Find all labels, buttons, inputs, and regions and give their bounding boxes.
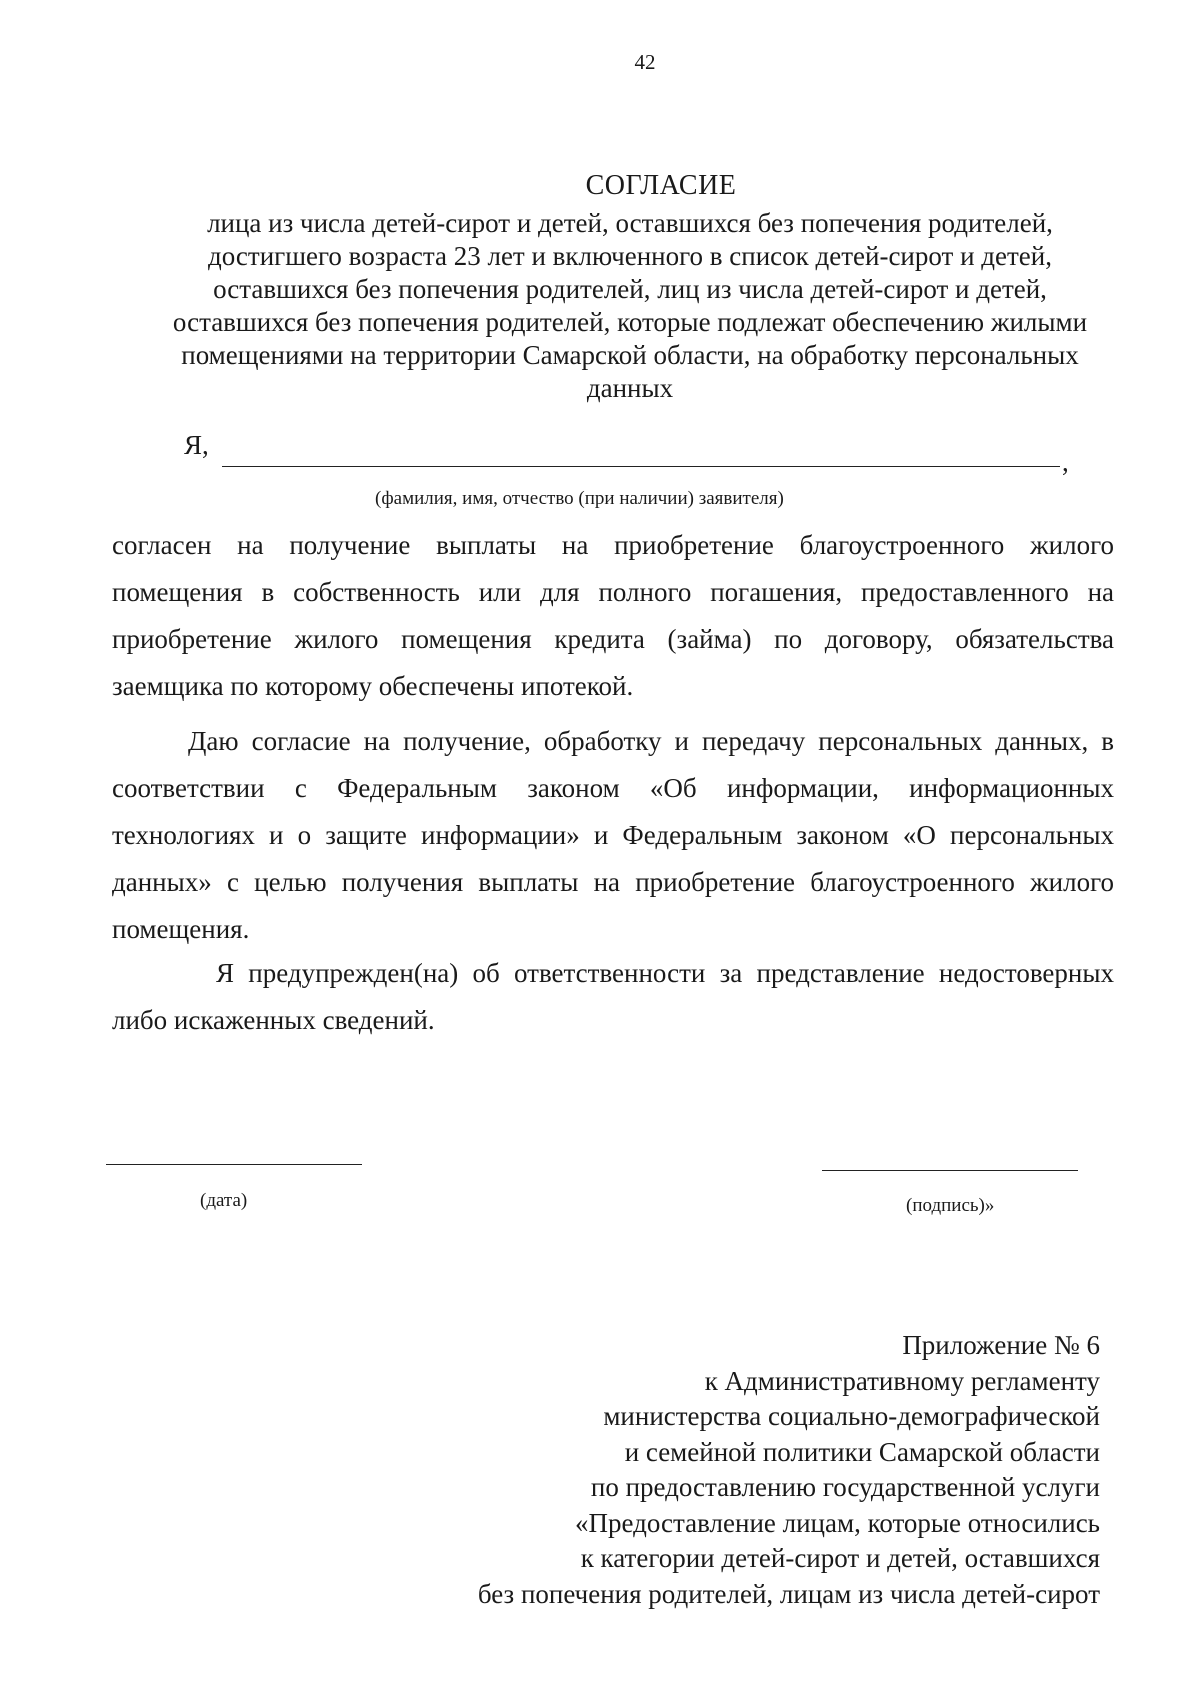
appendix-line: к категории детей-сирот и детей, оставшихся [580, 1543, 1100, 1573]
applicant-suffix: , [1062, 447, 1069, 477]
subtitle-line: помещениями на территории Самарской области, на обработку персональных [181, 340, 1079, 370]
page-number: 42 [634, 50, 656, 74]
applicant-name-field[interactable] [222, 466, 1060, 467]
consent-paragraph-3: Я предупрежден(на) об ответственности за представление недостоверных либо искаженных сведений. [112, 958, 1114, 1035]
appendix-line: без попечения родителей, лицам из числа детей-сирот [477, 1578, 1100, 1609]
appendix-line: «Предоставление лицам, которые относились [575, 1507, 1100, 1538]
appendix-line: к Административному регламенту [704, 1365, 1100, 1396]
document-subtitle [130, 207, 1130, 405]
applicant-prefix: Я, [184, 430, 209, 460]
subtitle-line: оставшихся без попечения родителей, лиц из числа детей-сирот и детей, [213, 274, 1047, 304]
appendix-line: и семейной политики Самарской области [624, 1436, 1100, 1467]
consent-paragraph-1: согласен на получение выплаты на приобретение благоустроенного жилого помещения в собственность или для полного погашения, предоставленного на приобретение жилого помещения кредита (займа) по договору, обязательства заемщика по которому обеспечены ипотекой. [112, 530, 1114, 701]
date-caption: (дата) [200, 1190, 248, 1211]
subtitle-line: достигшего возраста 23 лет и включенного в список детей-сирот и детей, [208, 241, 1052, 271]
subtitle-line: оставшихся без попечения родителей, которые подлежат обеспечению жилыми [172, 307, 1088, 337]
consent-paragraph-2: Даю согласие на получение, обработку и передачу персональных данных, в соответствии с Федеральным законом «Об информации, информационных технологиях и о защите информации» и Федеральным законом «О персональных данных» с целью получения выплаты на приобретение благоустроенного жилого помещения. [112, 726, 1114, 944]
subtitle-line: лица из числа детей-сирот и детей, оставшихся без попечения родителей, [207, 208, 1053, 238]
appendix-line: по предоставлению государственной услуги [590, 1472, 1100, 1502]
appendix-line: Приложение № 6 [902, 1330, 1100, 1360]
document-title: СОГЛАСИЕ [585, 170, 737, 201]
appendix-header [478, 1328, 1100, 1612]
signature-field[interactable] [822, 1170, 1078, 1171]
date-field[interactable] [106, 1164, 362, 1165]
applicant-name-caption: (фамилия, имя, отчество (при наличии) заявителя) [375, 488, 784, 509]
signature-caption: (подпись)» [906, 1195, 995, 1216]
subtitle-line: данных [586, 373, 674, 403]
appendix-line: министерства социально-демографической [603, 1401, 1100, 1431]
